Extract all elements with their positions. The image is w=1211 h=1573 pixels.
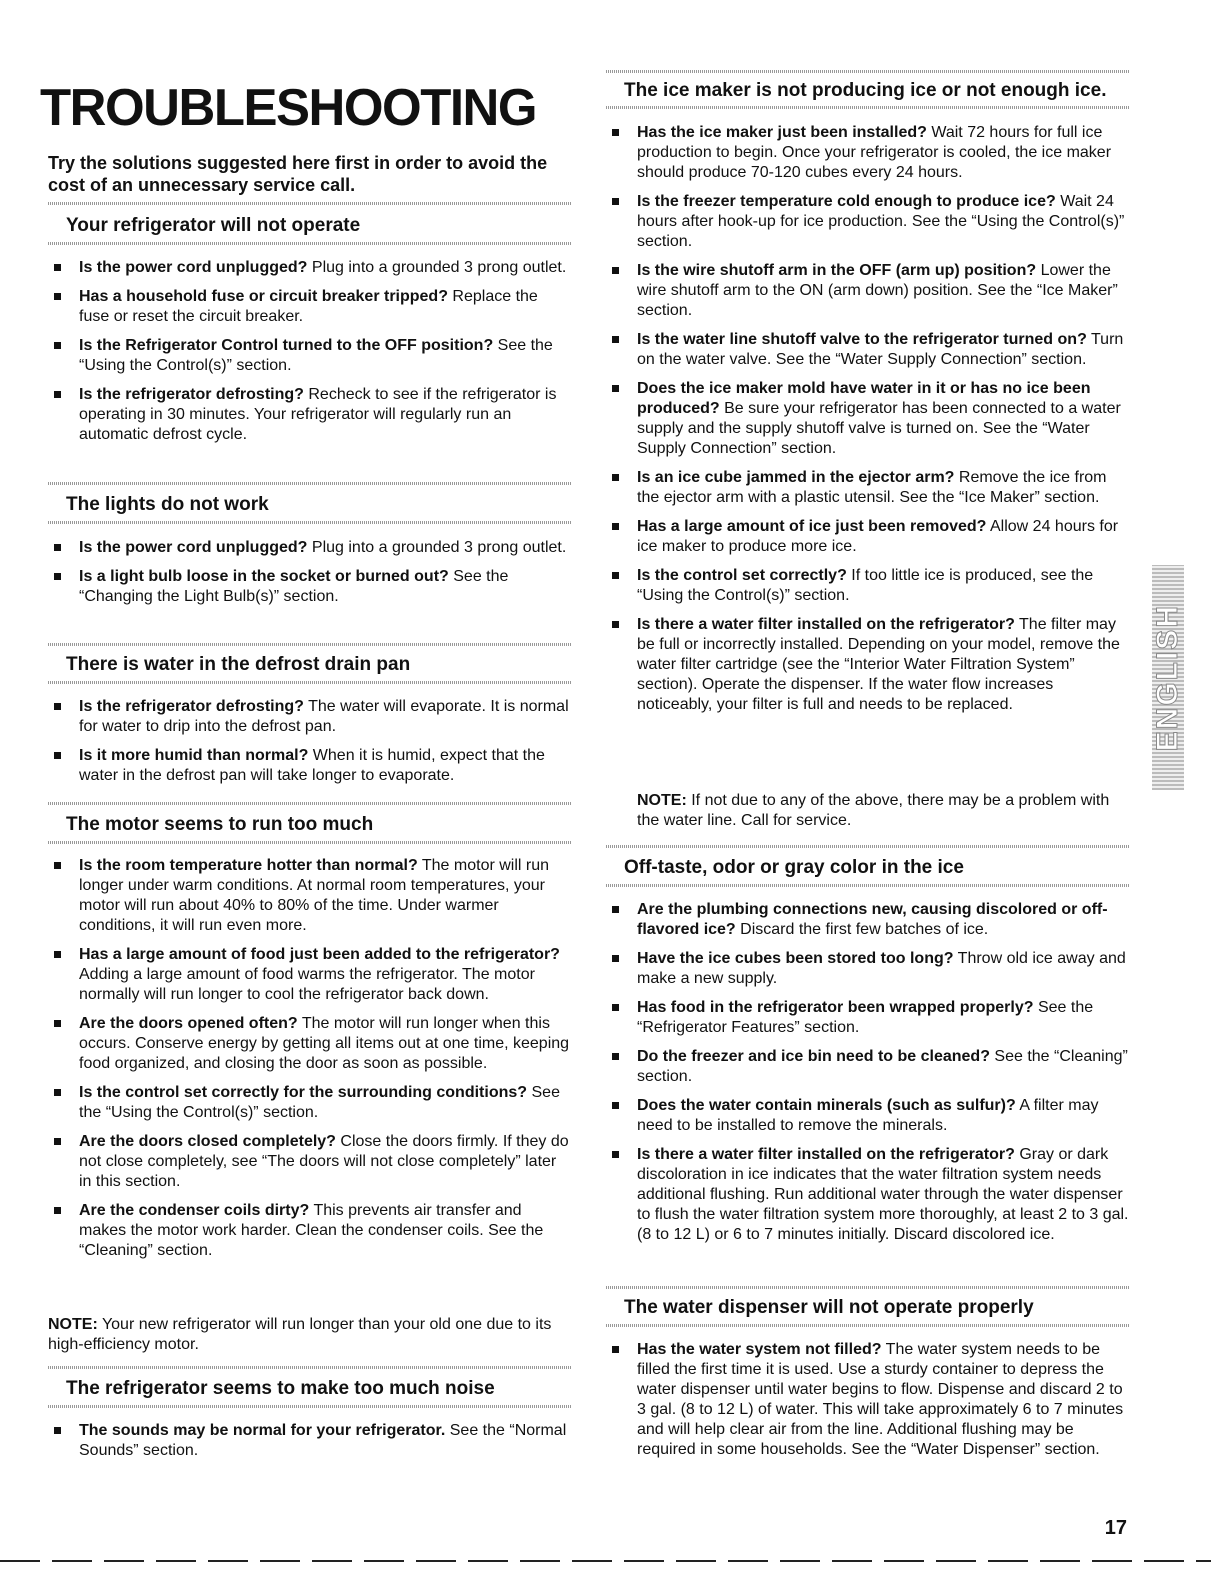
- section-rule: [606, 1286, 1129, 1289]
- section-rule: [606, 884, 1129, 887]
- list-item: Is the control set correctly? If too little ice is produced, see the “Using the Control(s)” section.: [606, 566, 1129, 606]
- bullet-icon: [54, 862, 61, 869]
- list-item: Are the doors closed completely? Close the doors firmly. If they do not close completely, see “The doors will not close completely” later in this section.: [48, 1132, 572, 1192]
- bullet-icon: [612, 1151, 619, 1158]
- bullet-icon: [612, 572, 619, 579]
- section-rule: [48, 202, 572, 205]
- bullet-icon: [54, 573, 61, 580]
- section-list: [48, 538, 572, 616]
- bullet-icon: [54, 544, 61, 551]
- section-heading: The refrigerator seems to make too much noise: [66, 1378, 495, 1399]
- bullet-icon: [54, 264, 61, 271]
- list-item: Is there a water filter installed on the refrigerator? The filter may be full or incorrectly installed. Depending on your model, remove the water filter cartridge (see the “Interior Water Filtration System” section). Operate the dispenser. If the water flow increases noticeably, your filter is full and needs to be replaced.: [606, 615, 1129, 715]
- bullet-icon: [612, 336, 619, 343]
- bullet-icon: [612, 955, 619, 962]
- section-list: [606, 900, 1129, 1254]
- list-item: Is an ice cube jammed in the ejector arm? Remove the ice from the ejector arm with a plastic utensil. See the “Ice Maker” section.: [606, 468, 1129, 508]
- list-item: Has a large amount of ice just been removed? Allow 24 hours for ice maker to produce more ice.: [606, 517, 1129, 557]
- list-item: Is a light bulb loose in the socket or burned out? See the “Changing the Light Bulb(s)” section.: [48, 567, 572, 607]
- note-text: NOTE: If not due to any of the above, there may be a problem with the water line. Call for service.: [637, 792, 1110, 829]
- section-heading: The lights do not work: [66, 494, 269, 515]
- section-heading: Your refrigerator will not operate: [66, 215, 361, 236]
- bullet-icon: [54, 752, 61, 759]
- list-item: Are the doors opened often? The motor will run longer when this occurs. Conserve energy by getting all items out at one time, keeping food organized, and closing the door as soon as possible.: [48, 1014, 572, 1074]
- bullet-icon: [54, 1138, 61, 1145]
- list-item: Does the ice maker mold have water in it or has no ice been produced? Be sure your refrigerator has been connected to a water supply and the supply shutoff valve is turned on. See the “Water Supply Connection” section.: [606, 379, 1129, 459]
- list-item: Is the wire shutoff arm in the OFF (arm up) position? Lower the wire shutoff arm to the ON (arm down) position. See the “Ice Maker” section.: [606, 261, 1129, 321]
- side-tab-label: ENGLISH: [1151, 603, 1184, 752]
- list-item: Is it more humid than normal? When it is humid, expect that the water in the defrost pan will take longer to evaporate.: [48, 746, 572, 786]
- bullet-icon: [612, 523, 619, 530]
- list-item: Has the ice maker just been installed? Wait 72 hours for full ice production to begin. Once your refrigerator is cooled, the ice maker should produce 70-120 cubes every 24 hours.: [606, 123, 1129, 183]
- list-item: Is there a water filter installed on the refrigerator? Gray or dark discoloration in ice indicates that the water filtration system needs additional flushing. Run additional water through the water dispenser to flush the water filtration system more thoroughly, at least 2 to 3 gal. (8 to 12 L) or 6 to 7 minutes initially. Discard discolored ice.: [606, 1145, 1129, 1245]
- section-rule: [606, 845, 1129, 848]
- section-list: [48, 1421, 572, 1470]
- list-item: Has the water system not filled? The water system needs to be filled the first time it is used. Use a sturdy container to depress the water dispenser until water begins to flow. Dispense and discard 2 to 3 gal. (8 to 12 L) of water. This will take approximately 6 to 7 minutes and will help clear air from the line. Additional flushing may be required in some households. See the “Water Dispenser” section.: [606, 1340, 1129, 1460]
- list-item: Is the power cord unplugged? Plug into a grounded 3 prong outlet.: [48, 538, 572, 558]
- section-rule: [48, 841, 572, 844]
- section-rule: [48, 802, 572, 805]
- bottom-border: [0, 1560, 1211, 1562]
- section-heading: There is water in the defrost drain pan: [66, 654, 411, 675]
- section-heading: The water dispenser will not operate properly: [624, 1297, 1034, 1318]
- bullet-icon: [612, 474, 619, 481]
- section-list: [606, 123, 1129, 724]
- section-rule: [48, 242, 572, 245]
- bullet-icon: [612, 198, 619, 205]
- bullet-icon: [54, 1427, 61, 1434]
- list-item: Is the room temperature hotter than normal? The motor will run longer under warm conditions. At normal room temperatures, your motor will run about 40% to 80% of the time. Under warmer conditions, it will run even more.: [48, 856, 572, 936]
- list-item: Has food in the refrigerator been wrapped properly? See the “Refrigerator Features” section.: [606, 998, 1129, 1038]
- page-number: 17: [1104, 1517, 1127, 1539]
- list-item: Is the freezer temperature cold enough to produce ice? Wait 24 hours after hook-up for ice production. See the “Using the Control(s)” section.: [606, 192, 1129, 252]
- language-side-tab: [1152, 565, 1184, 790]
- intro-text: Try the solutions suggested here first in order to avoid the cost of an unnecessary service call.: [48, 153, 548, 195]
- page-title: TROUBLESHOOTING: [40, 79, 537, 137]
- section-list: [48, 697, 572, 795]
- list-item: Are the plumbing connections new, causing discolored or off-flavored ice? Discard the first few batches of ice.: [606, 900, 1129, 940]
- list-item: Do the freezer and ice bin need to be cleaned? See the “Cleaning” section.: [606, 1047, 1129, 1087]
- list-item: Has a household fuse or circuit breaker tripped? Replace the fuse or reset the circuit breaker.: [48, 287, 572, 327]
- list-item: The sounds may be normal for your refrigerator. See the “Normal Sounds” section.: [48, 1421, 572, 1461]
- bullet-icon: [54, 1089, 61, 1096]
- section-list: [48, 258, 572, 454]
- section-rule: [48, 521, 572, 524]
- list-item: Has a large amount of food just been added to the refrigerator? Adding a large amount of food warms the refrigerator. The motor normally will run longer to cool the refrigerator back down.: [48, 945, 572, 1005]
- bullet-icon: [54, 1020, 61, 1027]
- list-item: Is the power cord unplugged? Plug into a grounded 3 prong outlet.: [48, 258, 572, 278]
- section-heading: The motor seems to run too much: [66, 814, 374, 835]
- bullet-icon: [612, 267, 619, 274]
- bullet-icon: [612, 1004, 619, 1011]
- list-item: Is the refrigerator defrosting? The water will evaporate. It is normal for water to drip into the defrost pan.: [48, 697, 572, 737]
- section-rule: [606, 70, 1129, 73]
- list-item: Is the refrigerator defrosting? Recheck to see if the refrigerator is operating in 30 minutes. Your refrigerator will regularly run an automatic defrost cycle.: [48, 385, 572, 445]
- section-rule: [606, 1324, 1129, 1327]
- bullet-icon: [612, 385, 619, 392]
- bullet-icon: [54, 1207, 61, 1214]
- section-heading: The ice maker is not producing ice or not enough ice.: [624, 80, 1107, 101]
- note-text: NOTE: Your new refrigerator will run longer than your old one due to its high-efficiency motor.: [48, 1316, 552, 1353]
- bullet-icon: [612, 906, 619, 913]
- list-item: Is the control set correctly for the surrounding conditions? See the “Using the Control(s)” section.: [48, 1083, 572, 1123]
- bullet-icon: [54, 342, 61, 349]
- bullet-icon: [54, 703, 61, 710]
- list-item: Is the water line shutoff valve to the refrigerator turned on? Turn on the water valve. See the “Water Supply Connection” section.: [606, 330, 1129, 370]
- bullet-icon: [612, 1102, 619, 1109]
- list-item: Is the Refrigerator Control turned to the OFF position? See the “Using the Control(s)” section.: [48, 336, 572, 376]
- section-rule: [606, 106, 1129, 109]
- section-rule: [48, 1366, 572, 1369]
- list-item: Have the ice cubes been stored too long? Throw old ice away and make a new supply.: [606, 949, 1129, 989]
- list-item: Does the water contain minerals (such as sulfur)? A filter may need to be installed to remove the minerals.: [606, 1096, 1129, 1136]
- section-list: [606, 1340, 1129, 1469]
- section-rule: [48, 643, 572, 646]
- section-rule: [48, 681, 572, 684]
- bullet-icon: [612, 1053, 619, 1060]
- bullet-icon: [54, 391, 61, 398]
- bullet-icon: [612, 129, 619, 136]
- bullet-icon: [54, 293, 61, 300]
- section-rule: [48, 482, 572, 485]
- section-list: [48, 856, 572, 1270]
- bullet-icon: [612, 621, 619, 628]
- bullet-icon: [612, 1346, 619, 1353]
- section-rule: [48, 1405, 572, 1408]
- bullet-icon: [54, 951, 61, 958]
- section-heading: Off-taste, odor or gray color in the ice: [624, 857, 964, 878]
- list-item: Are the condenser coils dirty? This prevents air transfer and makes the motor work harder. Clean the condenser coils. See the “Cleaning” section.: [48, 1201, 572, 1261]
